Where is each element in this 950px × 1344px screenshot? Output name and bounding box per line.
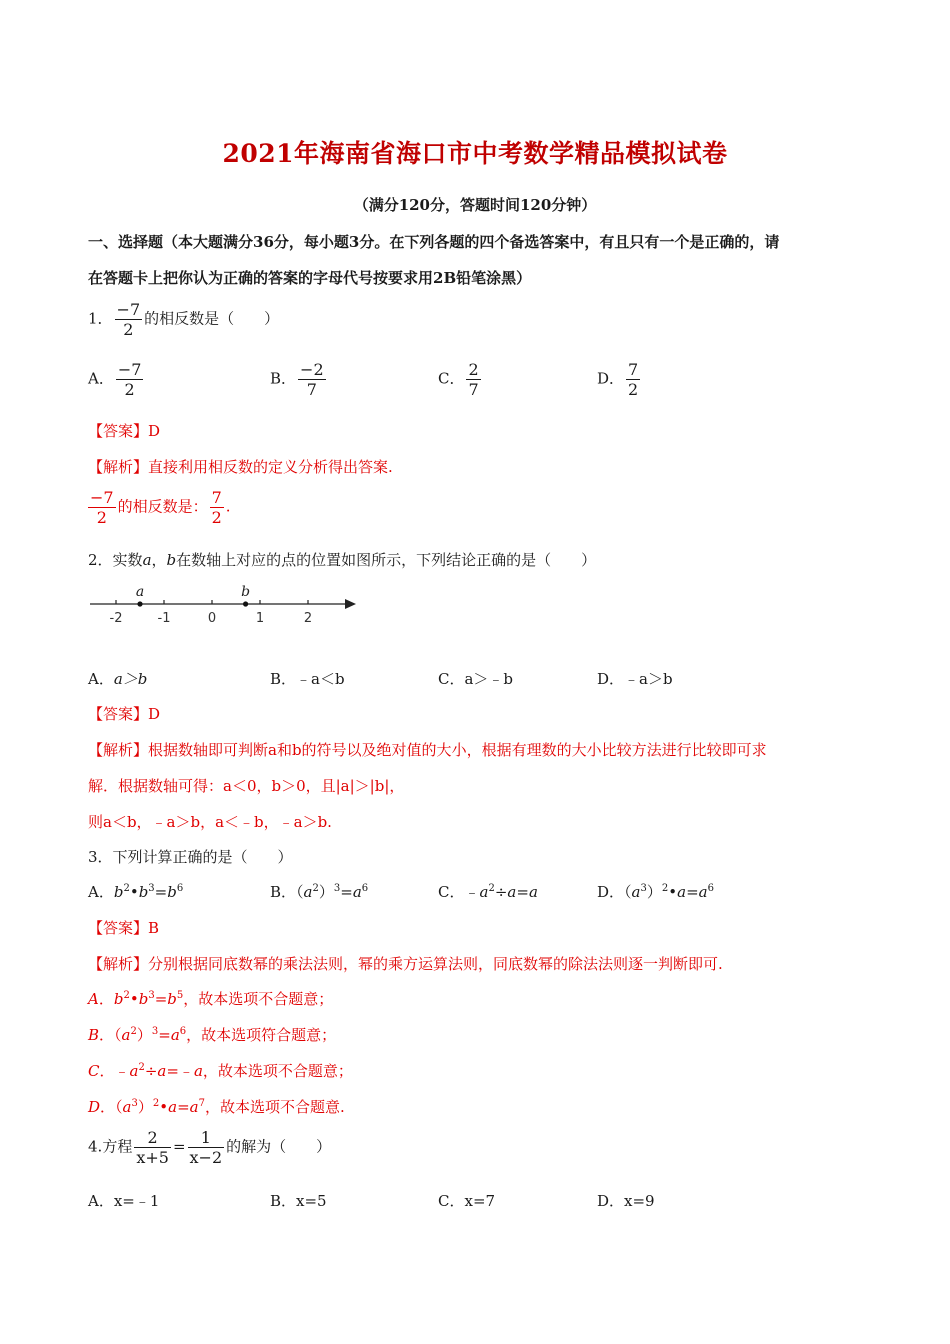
q2-option-a: A．a＞b xyxy=(88,670,148,688)
question-3: 3．下列计算正确的是（ ） xyxy=(88,848,293,866)
q3-option-b: B．$(a^2)^3=a^6$ xyxy=(270,883,369,901)
number-line-figure xyxy=(88,578,368,628)
q2-option-b: B．﹣a＜b xyxy=(270,670,345,688)
point-b xyxy=(243,601,248,606)
axis-tick-label: -2 xyxy=(109,611,123,626)
point-a xyxy=(137,601,142,606)
fraction: $\frac{2}{x+5}$ xyxy=(136,1128,169,1167)
q2-analysis-line2: 解．根据数轴可得：a＜0，b＞0，且|a|＞|b|， xyxy=(88,777,405,795)
q1-analysis: 【解析】直接利用相反数的定义分析得出答案. xyxy=(88,458,393,476)
question-4: 4.方程 $\frac{2}{x+5}$ = $\frac{1}{x-2}$ 的解为（ ） xyxy=(88,1128,332,1167)
q3-note-b: B．$(a^2)^3=a^6$，故本选项符合题意； xyxy=(88,1026,337,1044)
q1-option-a: A． $\frac{-7}{2}$ xyxy=(88,360,142,399)
fraction: $\frac{1}{x-2}$ xyxy=(189,1128,223,1167)
axis-tick-label: -1 xyxy=(157,611,171,626)
section-header-line2: 在答题卡上把你认为正确的答案的字母代号按要求用2B铅笔涂黑） xyxy=(88,269,532,287)
question-text: 的相反数是（ ） xyxy=(144,309,280,328)
q1-work: $\frac{-7}{2}$ 的相反数是： $\frac{7}{2}$ . xyxy=(90,488,231,527)
page-subtitle: （满分120分，答题时间120分钟） xyxy=(353,196,597,214)
point-label-b: b xyxy=(241,584,251,600)
q3-note-c: C．$﹣a^2\div a=﹣a$，故本选项不合题意； xyxy=(88,1062,353,1080)
question-2: 2．实数a，b在数轴上对应的点的位置如图所示，下列结论正确的是（ ） xyxy=(88,551,597,569)
q2-analysis-line3: 则a＜b，﹣a＞b，a＜﹣b，﹣a＞b. xyxy=(88,813,332,831)
axis-tick-label: 0 xyxy=(207,611,217,626)
q3-note-d: D．$(a^3)^2•a=a^7$，故本选项不合题意. xyxy=(88,1098,345,1116)
q3-option-c: C．$﹣a^2\div a=a$ xyxy=(438,883,538,901)
q1-option-c: C． $\frac{2}{7}$ xyxy=(438,360,479,399)
page-title: 2021年海南省海口市中考数学精品模拟试卷 xyxy=(222,139,728,168)
q1-option-b: B． $\frac{-2}{7}$ xyxy=(270,360,324,399)
axis-arrow xyxy=(345,599,356,609)
q4-option-a: A．x=﹣1 xyxy=(88,1192,160,1210)
q4-option-c: C．x=7 xyxy=(438,1192,496,1210)
question-number: 1． xyxy=(88,309,113,328)
fraction: $\frac{-7}{2}$ xyxy=(116,300,141,339)
point-label-a: a xyxy=(135,584,145,600)
q2-answer: 【答案】D xyxy=(88,705,161,723)
q3-note-a: A．$b^2•b^3=b^5$，故本选项不合题意； xyxy=(88,990,334,1008)
q1-answer: 【答案】D xyxy=(88,422,161,440)
section-header-line1: 一、选择题（本大题满分36分，每小题3分。在下列各题的四个备选答案中，有且只有一个是正确的，请 xyxy=(88,233,780,251)
q3-answer: 【答案】B xyxy=(88,919,160,937)
question-1 xyxy=(88,300,279,339)
axis-tick-label: 2 xyxy=(303,611,313,626)
q1-option-d: D． $\frac{7}{2}$ xyxy=(597,360,639,399)
q2-option-d: D．﹣a＞b xyxy=(597,670,673,688)
q2-option-c: C．a＞﹣b xyxy=(438,670,514,688)
q2-analysis-line1: 【解析】根据数轴即可判断a和b的符号以及绝对值的大小，根据有理数的大小比较方法进行比较即可求 xyxy=(88,741,767,759)
q4-option-b: B．x=5 xyxy=(270,1192,327,1210)
q3-option-d: D．$(a^3)^2•a=a^6$ xyxy=(597,883,714,901)
q3-option-a: A．$b^2•b^3=b^6$ xyxy=(88,883,184,901)
axis-tick-label: 1 xyxy=(255,611,265,626)
q3-analysis: 【解析】分别根据同底数幂的乘法法则，幂的乘方运算法则，同底数幂的除法法则逐一判断即可. xyxy=(88,955,723,973)
q4-option-d: D．x=9 xyxy=(597,1192,655,1210)
